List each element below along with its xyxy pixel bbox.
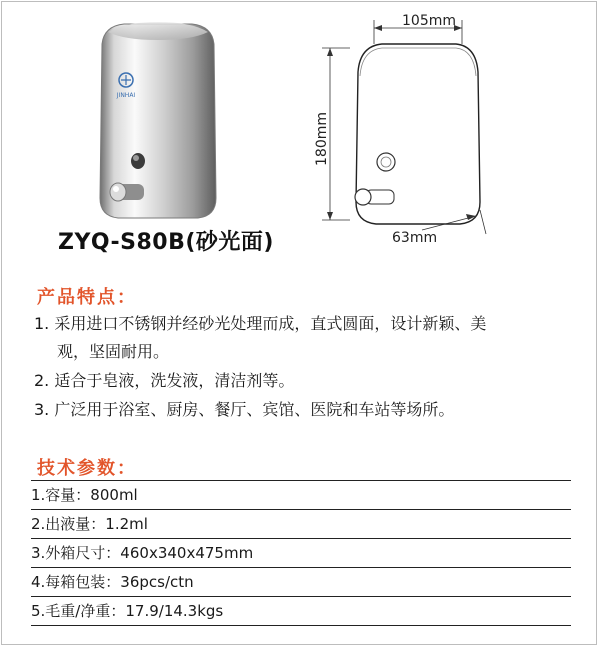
brand-logo-text: JINHAI [116,92,136,99]
spec-divider [31,538,571,539]
spec-row-packing: 4.每箱包装：36pcs/ctn [31,573,194,591]
spec-row-carton-size: 3.外箱尺寸：460x340x475mm [31,544,254,562]
width-dimension-label: 105mm [402,14,456,29]
depth-dimension-label: 63mm [392,230,438,246]
spec-row-weight: 5.毛重/净重：17.9/14.3kgs [31,602,224,620]
dimension-drawing [300,14,520,246]
feature-line-1-cont: 观，坚固耐用。 [57,342,170,361]
spec-row-capacity: 1.容量：800ml [31,486,138,504]
feature-line-3: 3. 广泛用于浴室、厨房、餐厅、宾馆、医院和车站等场所。 [34,400,455,419]
spec-divider [31,596,571,597]
spec-divider [31,509,571,510]
product-photo [88,18,228,222]
spec-divider [31,480,571,481]
feature-line-1: 1. 采用进口不锈钢并经砂光处理而成，直式圆面，设计新颖、美 [34,314,487,333]
height-dimension-label: 180mm [314,112,330,166]
specs-heading: 技术参数： [37,458,137,479]
feature-line-2: 2. 适合于皂液，洗发液，清洁剂等。 [34,371,295,390]
model-name: ZYQ-S80B(砂光面) [58,230,274,255]
spec-divider [31,625,571,626]
spec-row-output: 2.出液量：1.2ml [31,515,148,533]
spec-divider [31,567,571,568]
features-heading: 产品特点： [37,287,137,308]
